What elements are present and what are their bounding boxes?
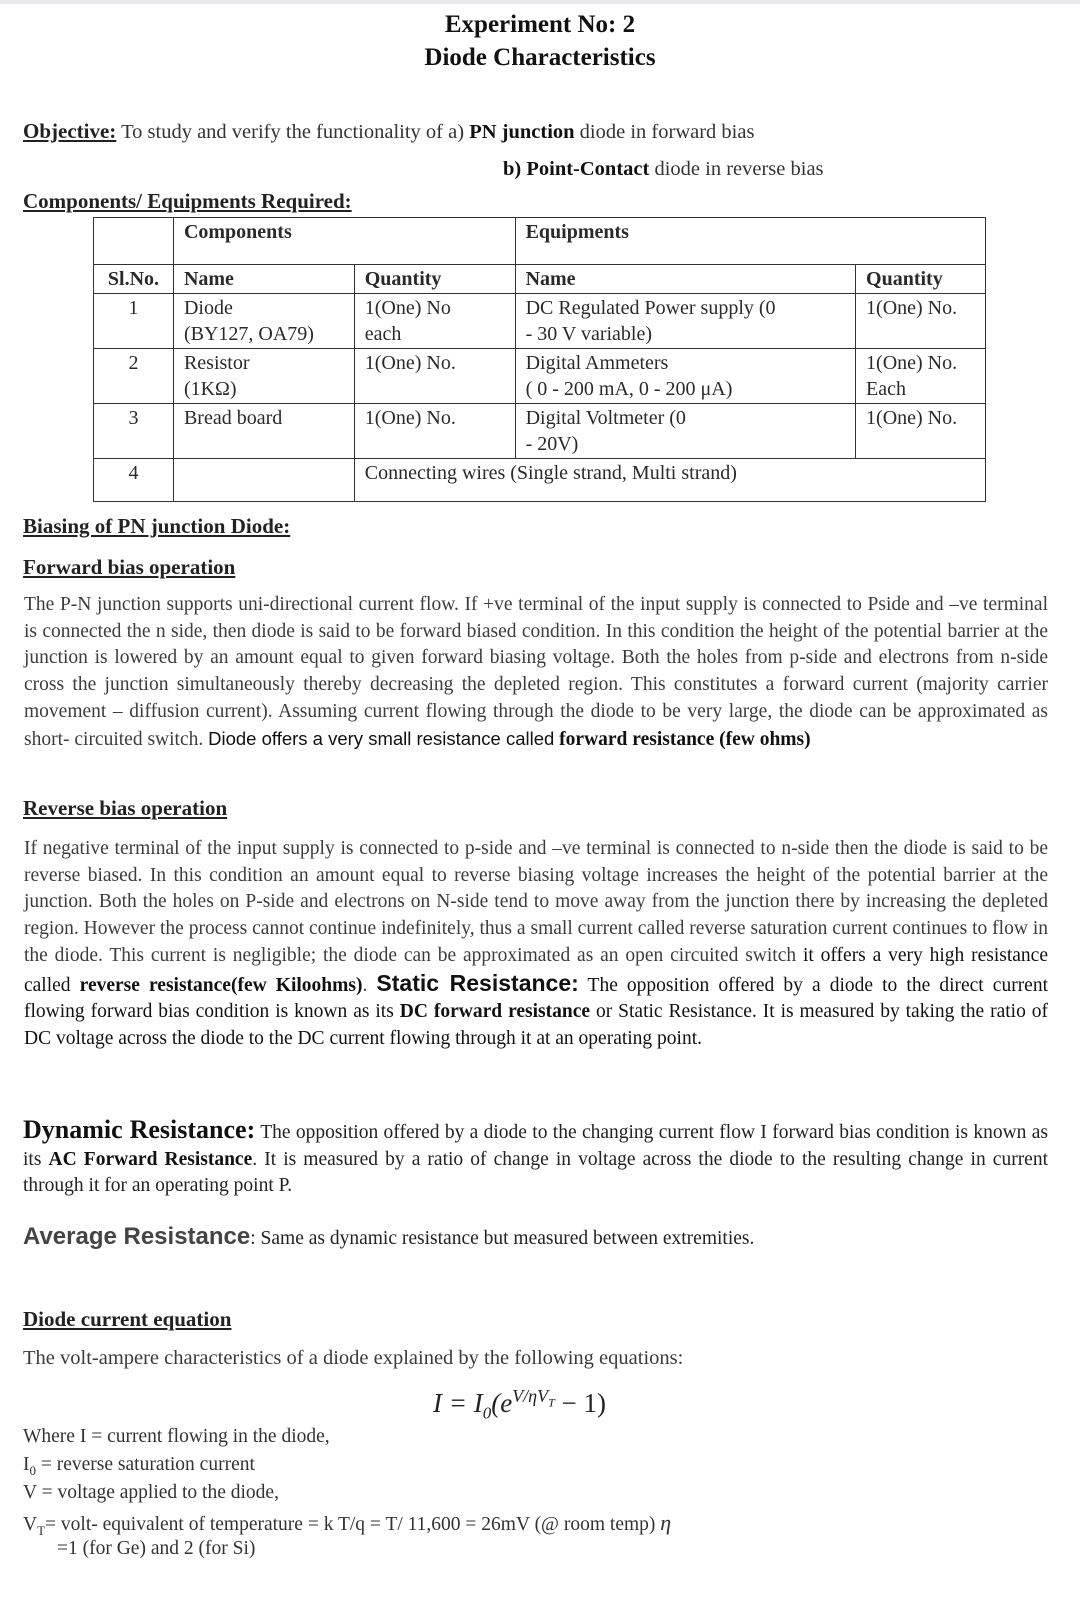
objective-b-marker: b)	[503, 158, 522, 180]
average-resistance-label: Average Resistance	[23, 1223, 251, 1250]
row-comp-qty	[354, 294, 515, 349]
biasing-heading: Biasing of PN junction Diode:	[23, 514, 291, 538]
cell-text: Digital Voltmeter (0	[525, 407, 686, 429]
dynamic-paragraph	[23, 1117, 1048, 1200]
forward-text: The P-N junction supports uni-directional current flow. If +ve terminal of the input supply is connected to Pside and –ve terminal is connected the n side, then diode is said to be forward biased condition. In this condition the height of the potential barrier at the junction is lowered by an amount equal to given forward biasing voltage. Both the holes from p-side and electrons from n-side cross the junction simultaneously thereby decreasing the depleted region. This constitutes a forward current (majority carrier movement – diffusion current). Assuming current flowing through the diode to be very large, the diode can be approximated as short- circuited switch.	[24, 594, 1048, 750]
static-resistance-label: Static Resistance:	[376, 969, 579, 996]
cell-text: (1KΩ)	[183, 378, 237, 400]
cell-text: ( 0 - 200 mA, 0 - 200 μA)	[525, 378, 733, 400]
def-sub: T	[37, 1522, 46, 1538]
header-slno: Sl.No.	[94, 265, 174, 294]
objective-label: Objective:	[23, 119, 117, 143]
eq-part: I = I	[433, 1388, 483, 1418]
group-components: Components	[173, 218, 515, 265]
objective-line-b	[503, 158, 824, 181]
table-group-header-row	[94, 218, 986, 265]
row-connecting-wires: Connecting wires (Single strand, Multi strand)	[354, 459, 985, 502]
cell-text: each	[364, 323, 402, 345]
header-comp-qty: Quantity	[354, 265, 515, 294]
objective-text-b: diode in reverse bias	[654, 158, 824, 180]
cell-text: - 20V)	[525, 433, 579, 455]
eq-exp: V/ηV	[512, 1386, 549, 1406]
table-row	[94, 349, 986, 404]
def-sub: 0	[29, 1462, 36, 1478]
components-table	[93, 217, 986, 502]
eq-exp-sub: T	[548, 1395, 555, 1410]
experiment-title: Experiment No: 2	[444, 11, 636, 38]
reverse-bias-heading: Reverse bias operation	[23, 796, 228, 820]
cell-text: 1(One) No.	[866, 352, 958, 374]
row-comp-name	[173, 349, 354, 404]
row-slno: 4	[94, 459, 174, 502]
dynamic-resistance-label: Dynamic Resistance:	[23, 1115, 256, 1144]
group-equipments: Equipments	[515, 218, 985, 265]
eq-part: − 1)	[554, 1388, 607, 1418]
row-equip-qty: 1(One) No.	[856, 404, 986, 459]
header-equip-name: Name	[515, 265, 855, 294]
def-text: = reverse saturation current	[36, 1454, 255, 1475]
diode-equation	[433, 1386, 606, 1423]
table-row	[94, 404, 986, 459]
reverse-text: If negative terminal of the input supply is connected to p-side and –ve terminal is connected to n-side then the diode is said to be reverse biased. In this condition an amount equal to reverse biasing voltage increases the height of the potential barrier at the junction. Both the holes on P-side and electrons on N-side tend to move away from the junction there by increasing the depleted region. However the process cannot continue indefinitely, thus a small current called reverse saturation current continues to flow in the diode. This current is negligible; the diode can be approximated as an open circuited switch	[24, 838, 1048, 966]
def-voltage: V = voltage applied to the diode,	[23, 1482, 279, 1503]
row-comp-name	[173, 294, 354, 349]
def-current: Where I = current flowing in the diode,	[23, 1426, 330, 1447]
equation-intro: The volt-ampere characteristics of a diode explained by the following equations:	[23, 1347, 684, 1369]
cell-text: Digital Ammeters	[525, 352, 669, 374]
cell-text: Resistor	[183, 352, 250, 374]
forward-text-dark: Diode offers a very small resistance called	[208, 727, 555, 749]
forward-bias-paragraph	[24, 592, 1048, 753]
diode-equation-heading: Diode current equation	[23, 1307, 232, 1331]
row-equip-qty: 1(One) No.	[856, 294, 986, 349]
average-text: : Same as dynamic resistance but measured between extremities.	[250, 1228, 755, 1249]
static-text-end: or Static Resistance. It is measured by taking the ratio of DC voltage across the diode to the DC current flowing through it at an operating point.	[24, 1001, 1049, 1049]
def-thermal-voltage	[23, 1510, 671, 1539]
average-paragraph	[23, 1224, 1048, 1253]
table-row	[94, 294, 986, 349]
table-header-row	[94, 265, 986, 294]
eta-symbol: η	[660, 1510, 672, 1535]
def-saturation	[23, 1454, 255, 1479]
row-equip-qty	[856, 349, 986, 404]
header-equip-qty: Quantity	[856, 265, 986, 294]
dynamic-text: The opposition offered by a diode to the changing current flow I forward bias condition is known as its	[23, 1122, 1048, 1170]
reverse-bias-paragraph: If negative terminal of the input supply is connected to p-side and –ve terminal is connected to n-side then the diode is said to be reverse biased. In this condition an amount equal to reverse biasing voltage increases the height of the potential barrier at the junction. Both the holes on P-side and electrons on N-side tend to move away from the junction there by increasing the depleted region. However the process cannot continue indefinitely, thus a small current called reverse saturation current continues to flow in the diode. This current is negligible; the diode can be approximated as an open circuited switch it offers a very high resistance called reverse resistance(few Kiloohms). Static Resistance: The opposition offered by a diode to the direct current flowing forward bias condition is known as its DC forward resistance or Static Resistance. It is measured by taking the ratio of DC voltage across the diode to the DC current flowing through it at an operating point.	[24, 838, 1049, 1049]
ac-forward-resistance-term: AC Forward Resistance	[48, 1148, 253, 1170]
top-edge	[0, 0, 1080, 4]
objective-point-contact: Point-Contact	[526, 158, 650, 180]
objective-line-a	[23, 119, 754, 144]
row-slno: 1	[94, 294, 174, 349]
objective-pn-junction: PN junction	[469, 121, 575, 143]
objective-text-a-end: diode in forward bias	[579, 121, 755, 143]
forward-resistance-term: forward resistance (few ohms)	[559, 728, 811, 750]
cell-text: 1(One) No	[364, 297, 451, 319]
row-equip-name	[515, 349, 855, 404]
dc-forward-resistance-term: DC forward resistance	[399, 1001, 591, 1023]
table-cell	[173, 459, 354, 502]
def-sym: I	[23, 1454, 30, 1475]
components-heading: Components/ Equipments Required:	[23, 189, 352, 213]
table-row	[94, 459, 986, 502]
cell-text: Diode	[183, 297, 233, 319]
row-slno: 3	[94, 404, 174, 459]
dynamic-text-end: . It is measured by a ratio of change in voltage across the diode to the resulting change in current through it for an operating point P.	[23, 1148, 1049, 1197]
reverse-resistance-term: reverse resistance(few Kiloohms)	[79, 974, 363, 996]
cell-text: - 30 V variable)	[525, 323, 653, 345]
row-comp-qty: 1(One) No.	[354, 349, 515, 404]
row-equip-name	[515, 294, 855, 349]
cell-text: Each	[866, 378, 907, 400]
cell-text: (BY127, OA79)	[183, 323, 314, 345]
objective-text-a: To study and verify the functionality of a)	[121, 121, 465, 143]
row-comp-name: Bread board	[173, 404, 354, 459]
def-eta: =1 (for Ge) and 2 (for Si)	[57, 1538, 256, 1559]
def-sym: V	[23, 1514, 38, 1535]
reverse-text-dark: it offers a very high resistance called	[24, 944, 1048, 996]
static-text: The opposition offered by a diode to the direct current flowing forward bias condition is known as its	[24, 974, 1049, 1023]
eq-part: (e	[491, 1388, 513, 1418]
header-comp-name: Name	[173, 265, 354, 294]
forward-bias-heading: Forward bias operation	[23, 555, 236, 579]
eq-sub: 0	[482, 1403, 492, 1423]
cell-text: DC Regulated Power supply (0	[525, 297, 776, 319]
row-equip-name	[515, 404, 855, 459]
table-cell	[94, 218, 174, 265]
row-slno: 2	[94, 349, 174, 404]
row-comp-qty: 1(One) No.	[354, 404, 515, 459]
experiment-subtitle: Diode Characteristics	[424, 44, 656, 71]
def-text: = volt- equivalent of temperature = k T/q = T/ 11,600 = 26mV (@ room temp)	[45, 1514, 656, 1535]
